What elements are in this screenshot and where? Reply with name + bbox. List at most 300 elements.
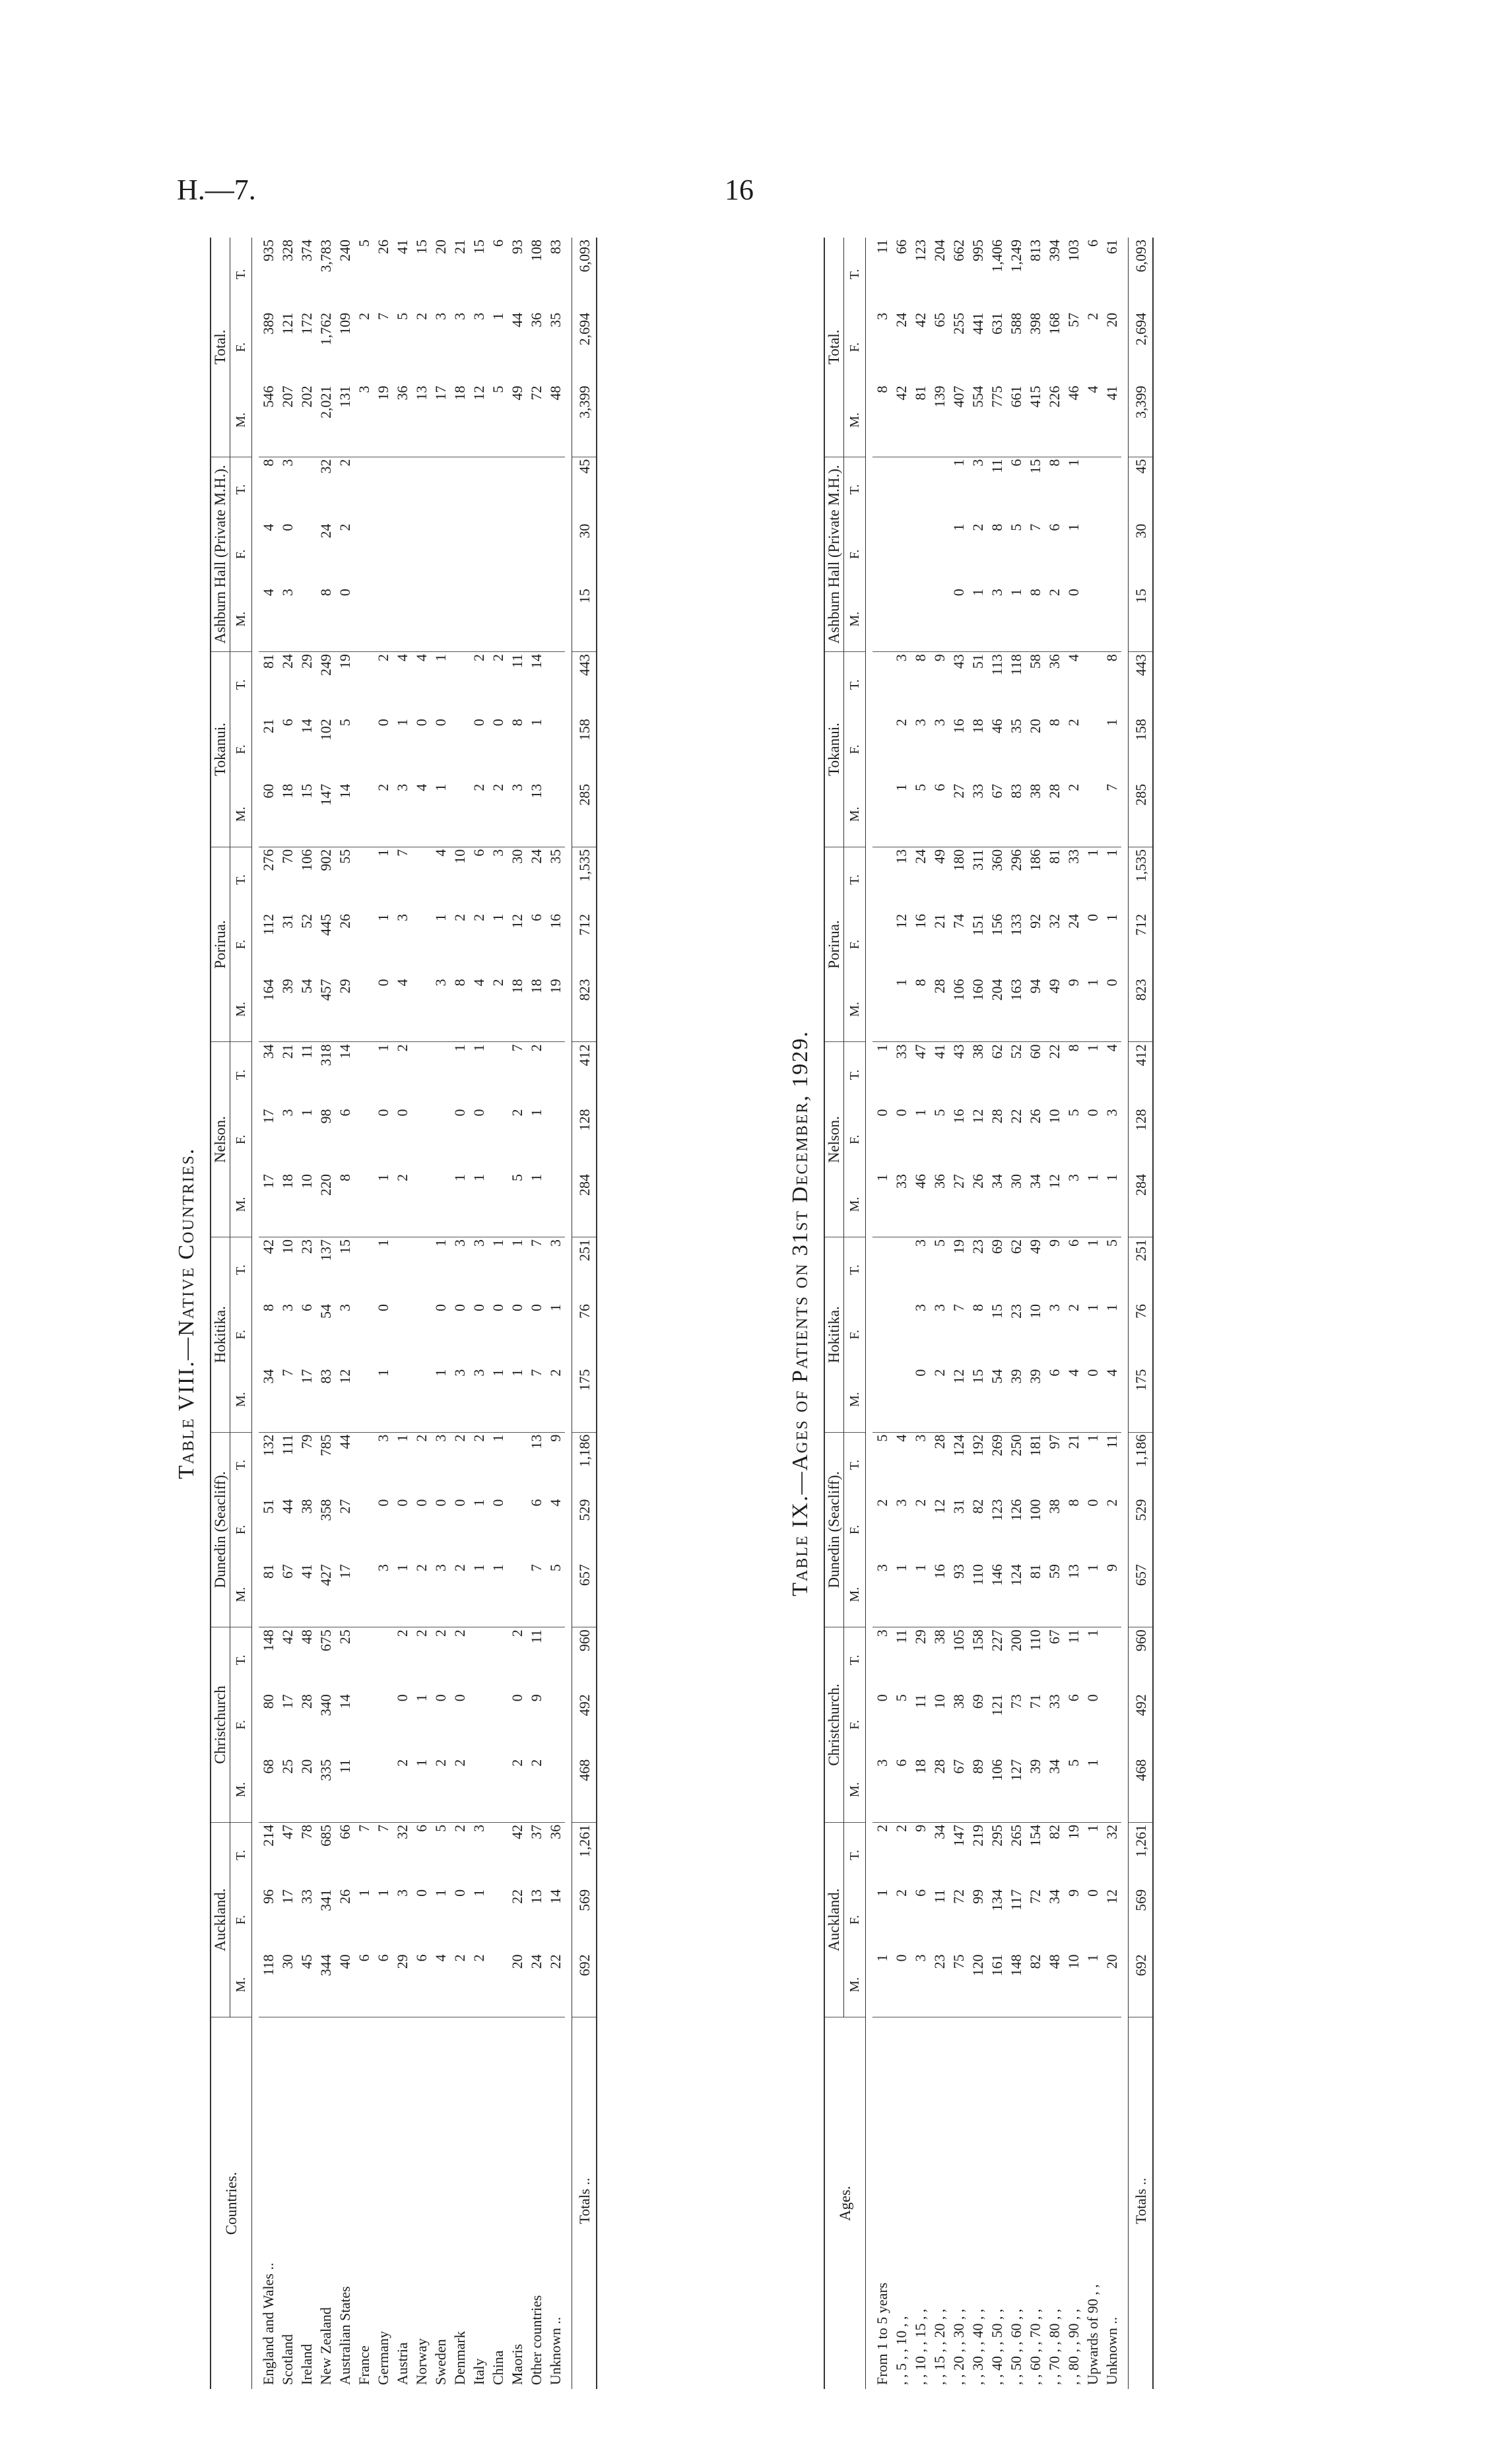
data-cell: 28 xyxy=(930,977,949,1042)
data-cell: 0 xyxy=(335,587,354,652)
data-cell: 25 xyxy=(278,1757,297,1823)
data-cell: 3 xyxy=(874,1629,890,1637)
data-cell: 3 xyxy=(893,1499,909,1507)
data-cell: 33 xyxy=(968,782,987,847)
data-cell: 1 xyxy=(471,1044,487,1052)
data-cell: 32 xyxy=(1046,913,1063,929)
sex-column-header: F. xyxy=(844,1497,866,1563)
data-cell: 11 xyxy=(298,1044,315,1059)
sex-column-header: M. xyxy=(230,1952,252,2017)
data-cell: 36 xyxy=(1046,654,1063,669)
data-cell: 118 xyxy=(259,1952,278,2017)
data-cell: 5 xyxy=(508,1172,527,1237)
data-cell xyxy=(930,522,949,587)
table-row xyxy=(316,238,335,2389)
data-cell xyxy=(508,1497,527,1563)
data-cell: 44 xyxy=(337,1434,353,1449)
data-cell: 164 xyxy=(259,977,278,1042)
data-cell: 11 xyxy=(1065,1629,1082,1644)
data-cell: 147 xyxy=(316,782,335,847)
total-cell: 569 xyxy=(572,1887,597,1953)
total-cell: 175 xyxy=(572,1367,597,1433)
data-cell: 29 xyxy=(912,1629,929,1645)
data-cell: 2 xyxy=(394,1629,411,1637)
data-cell: 296 xyxy=(1008,849,1024,871)
data-cell: 1 xyxy=(451,1044,468,1052)
data-cell xyxy=(872,587,892,652)
data-cell xyxy=(911,522,930,587)
data-cell: 374 xyxy=(298,240,315,261)
total-cell: 76 xyxy=(1129,1302,1154,1367)
data-cell: 3 xyxy=(278,587,297,652)
data-cell xyxy=(354,912,374,977)
data-cell: 12 xyxy=(335,1367,354,1433)
data-cell xyxy=(469,1757,488,1823)
data-cell: 6 xyxy=(1008,459,1024,467)
data-cell: 33 xyxy=(1065,849,1082,864)
data-cell: 441 xyxy=(970,312,986,335)
data-cell: 0 xyxy=(451,1499,468,1507)
data-cell: 0 xyxy=(375,1499,391,1507)
data-cell: 1 xyxy=(1083,1757,1102,1823)
data-cell: 17 xyxy=(260,1109,277,1124)
data-cell: 8 xyxy=(450,977,469,1042)
data-cell: 2 xyxy=(1064,782,1083,847)
data-cell: 19 xyxy=(1065,1824,1082,1839)
data-cell xyxy=(546,717,565,782)
data-cell: 7 xyxy=(278,1367,297,1433)
data-cell: 1 xyxy=(413,1694,430,1702)
data-cell: 6 xyxy=(528,913,544,921)
data-cell: 66 xyxy=(893,240,909,254)
total-cell: 529 xyxy=(572,1497,597,1563)
data-cell: 82 xyxy=(1026,1952,1045,2017)
row-label: Germany xyxy=(375,2331,391,2385)
data-cell: 15 xyxy=(471,240,487,254)
data-cell: 24 xyxy=(912,849,929,864)
data-cell xyxy=(469,1692,488,1757)
total-cell: 285 xyxy=(1129,782,1154,847)
data-cell: 1 xyxy=(1084,1239,1101,1247)
data-cell xyxy=(469,587,488,652)
data-cell: 240 xyxy=(337,240,353,261)
data-cell: 110 xyxy=(968,1562,987,1627)
group-header: Porirua. xyxy=(211,847,230,1042)
data-cell: 3 xyxy=(547,1239,564,1247)
data-cell: 0 xyxy=(413,719,430,727)
data-cell xyxy=(431,1172,450,1237)
data-cell: 4 xyxy=(1083,383,1102,457)
data-cell: 66 xyxy=(337,1824,353,1839)
data-cell: 5 xyxy=(931,1239,948,1247)
data-cell: 1 xyxy=(528,1109,544,1117)
data-cell: 3 xyxy=(912,719,929,727)
data-cell xyxy=(488,587,508,652)
data-cell: 685 xyxy=(317,1824,334,1847)
total-cell: 657 xyxy=(1129,1562,1154,1627)
data-cell: 24 xyxy=(279,654,296,669)
total-cell: 30 xyxy=(1129,522,1154,587)
data-cell: 34 xyxy=(1026,1172,1045,1237)
data-cell: 49 xyxy=(1027,1239,1043,1255)
data-cell xyxy=(450,782,469,847)
data-cell: 13 xyxy=(528,1889,544,1904)
total-cell: 284 xyxy=(1129,1172,1154,1237)
data-cell: 35 xyxy=(1008,719,1024,734)
data-cell: 3 xyxy=(912,1239,929,1247)
data-cell: 54 xyxy=(297,977,316,1042)
page-header-code: H.—7. xyxy=(177,174,256,206)
total-cell: 3,399 xyxy=(572,383,597,457)
data-cell xyxy=(354,652,374,717)
data-cell: 121 xyxy=(989,1694,1005,1717)
data-cell: 20 xyxy=(432,240,449,254)
data-cell: 1 xyxy=(488,1367,508,1433)
data-cell: 6 xyxy=(337,1109,353,1117)
total-cell: 284 xyxy=(572,1172,597,1237)
data-cell: 58 xyxy=(1027,654,1043,669)
total-cell: 76 xyxy=(572,1302,597,1367)
data-cell: 269 xyxy=(989,1434,1005,1457)
data-cell: 28 xyxy=(931,1434,948,1449)
data-cell: 2 xyxy=(471,913,487,921)
data-cell: 1 xyxy=(375,849,391,857)
data-cell: 93 xyxy=(949,1562,968,1627)
total-cell: 492 xyxy=(1129,1692,1154,1757)
data-cell: 6 xyxy=(1045,1367,1064,1433)
data-cell: 33 xyxy=(298,1889,315,1904)
data-cell: 311 xyxy=(970,849,986,870)
data-cell: 7 xyxy=(528,1239,544,1247)
data-cell: 26 xyxy=(968,1172,987,1237)
data-cell: 0 xyxy=(892,1952,911,2017)
data-cell: 3 xyxy=(912,1304,929,1312)
data-cell: 1 xyxy=(1006,587,1026,652)
data-cell xyxy=(1083,717,1102,782)
data-cell: 62 xyxy=(989,1044,1005,1059)
data-cell: 3 xyxy=(450,1367,469,1433)
table-row xyxy=(1045,238,1064,2389)
data-cell: 0 xyxy=(528,1304,544,1312)
data-cell: 12 xyxy=(893,913,909,929)
data-cell xyxy=(546,1692,565,1757)
data-cell xyxy=(412,1172,431,1237)
data-cell: 1 xyxy=(431,782,450,847)
data-cell: 2 xyxy=(1045,587,1064,652)
data-cell: 2 xyxy=(1084,312,1101,320)
data-cell: 4 xyxy=(412,782,431,847)
data-cell: 0 xyxy=(374,977,393,1042)
data-cell xyxy=(892,457,911,522)
data-cell: 35 xyxy=(547,849,564,864)
data-cell: 1 xyxy=(1103,1304,1120,1312)
sex-column-header: T. xyxy=(844,1237,866,1303)
data-cell: 8 xyxy=(335,1172,354,1237)
data-cell: 60 xyxy=(259,782,278,847)
data-cell xyxy=(930,457,949,522)
data-cell: 1 xyxy=(432,1889,449,1897)
data-cell: 8 xyxy=(1065,1044,1082,1052)
data-cell xyxy=(354,1432,374,1497)
data-cell xyxy=(546,782,565,847)
data-cell: 2,021 xyxy=(316,383,335,457)
total-cell: 128 xyxy=(572,1107,597,1172)
data-cell: 3 xyxy=(874,312,890,320)
data-cell: 1 xyxy=(490,1239,506,1247)
data-cell: 20 xyxy=(508,1952,527,2017)
data-cell: 6 xyxy=(279,719,296,727)
data-cell: 10 xyxy=(1027,1304,1043,1319)
row-label: From 1 to 5 years xyxy=(874,2282,890,2385)
label-column-header: Countries. xyxy=(211,2017,252,2389)
data-cell xyxy=(872,977,892,1042)
data-cell: 11 xyxy=(874,240,890,254)
data-cell: 18 xyxy=(527,977,546,1042)
sex-column-header: T. xyxy=(844,1627,866,1693)
data-cell: 1 xyxy=(968,587,987,652)
data-cell: 28 xyxy=(1045,782,1064,847)
data-cell xyxy=(546,652,565,717)
group-header: Total. xyxy=(211,238,230,457)
data-cell: 3 xyxy=(451,1239,468,1247)
data-cell: 1 xyxy=(490,1434,506,1442)
data-cell: 785 xyxy=(317,1434,334,1457)
data-cell xyxy=(546,1627,565,1693)
data-cell xyxy=(354,782,374,847)
data-cell: 24 xyxy=(893,312,909,327)
data-cell xyxy=(469,457,488,522)
data-cell: 158 xyxy=(970,1629,986,1652)
data-cell: 26 xyxy=(337,1889,353,1904)
data-cell: 137 xyxy=(317,1239,334,1261)
data-cell: 14 xyxy=(337,1044,353,1059)
data-cell xyxy=(393,522,412,587)
table-row xyxy=(450,238,469,2389)
data-cell xyxy=(1102,1627,1121,1693)
data-cell: 398 xyxy=(1027,312,1043,335)
data-cell: 172 xyxy=(298,312,315,335)
data-cell xyxy=(374,587,393,652)
data-cell: 1 xyxy=(432,654,449,662)
data-cell xyxy=(354,1237,374,1303)
group-header: Tokanui. xyxy=(211,652,230,847)
data-cell xyxy=(527,522,546,587)
data-cell: 52 xyxy=(298,913,315,929)
data-cell: 81 xyxy=(259,1562,278,1627)
data-cell: 30 xyxy=(278,1952,297,2017)
data-cell: 21 xyxy=(260,719,277,734)
data-cell: 11 xyxy=(912,1694,929,1709)
data-cell: 36 xyxy=(930,1172,949,1237)
data-cell: 12 xyxy=(509,913,525,929)
data-cell: 0 xyxy=(451,1694,468,1702)
total-cell: 2,694 xyxy=(572,311,597,384)
data-cell xyxy=(546,587,565,652)
row-label: England and Wales .. xyxy=(260,2262,277,2385)
table-row xyxy=(892,238,911,2389)
table-row xyxy=(374,238,393,2389)
sex-column-header: F. xyxy=(230,311,252,384)
data-cell: 12 xyxy=(1045,1172,1064,1237)
data-cell: 935 xyxy=(260,240,277,261)
sex-column-header: M. xyxy=(844,383,866,457)
data-cell: 3 xyxy=(394,1889,411,1897)
data-cell xyxy=(892,1302,911,1367)
total-cell: 6,093 xyxy=(1129,238,1154,311)
sex-column-header: F. xyxy=(230,717,252,782)
table-row xyxy=(488,238,508,2389)
data-cell xyxy=(508,522,527,587)
sex-column-header: M. xyxy=(844,1562,866,1627)
data-cell: 457 xyxy=(316,977,335,1042)
data-cell: 132 xyxy=(260,1434,277,1457)
data-cell: 227 xyxy=(989,1629,1005,1652)
data-cell: 19 xyxy=(546,977,565,1042)
data-cell: 813 xyxy=(1027,240,1043,261)
data-cell: 19 xyxy=(950,1239,967,1255)
sex-column-header: F. xyxy=(844,1107,866,1172)
data-cell: 5 xyxy=(1008,523,1024,531)
data-cell: 10 xyxy=(1046,1109,1063,1124)
data-cell: 123 xyxy=(989,1499,1005,1521)
data-cell: 120 xyxy=(968,1952,987,2017)
group-header: Ashburn Hall (Private M.H.). xyxy=(211,457,230,652)
data-cell xyxy=(546,1042,565,1107)
total-cell: 15 xyxy=(1129,587,1154,652)
data-cell: 124 xyxy=(1006,1562,1026,1627)
data-cell: 3 xyxy=(279,1304,296,1312)
data-cell: 20 xyxy=(1027,719,1043,734)
data-cell: 6 xyxy=(1084,240,1101,247)
data-cell: 4 xyxy=(432,849,449,857)
data-cell: 6 xyxy=(298,1304,315,1312)
data-cell: 33 xyxy=(1046,1694,1063,1709)
data-cell xyxy=(354,1692,374,1757)
data-cell: 9 xyxy=(1065,1889,1082,1897)
group-header: Auckland. xyxy=(211,1822,230,2017)
data-cell: 41 xyxy=(394,240,411,254)
data-cell: 0 xyxy=(1084,913,1101,921)
data-cell: 31 xyxy=(279,913,296,929)
data-cell: 2 xyxy=(970,523,986,531)
data-cell: 41 xyxy=(297,1562,316,1627)
data-cell: 42 xyxy=(279,1629,296,1645)
data-cell: 6 xyxy=(1065,1694,1082,1702)
data-cell: 38 xyxy=(970,1044,986,1059)
data-cell: 5 xyxy=(1103,1239,1120,1247)
data-cell xyxy=(911,457,930,522)
data-cell: 3 xyxy=(394,913,411,921)
data-cell: 0 xyxy=(893,1109,909,1117)
data-cell: 0 xyxy=(509,1304,525,1312)
data-cell: 1 xyxy=(1103,913,1120,921)
data-cell: 38 xyxy=(298,1499,315,1514)
data-cell: 47 xyxy=(279,1824,296,1839)
data-cell: 11 xyxy=(509,654,525,669)
row-label: Austria xyxy=(394,2342,411,2385)
label-column-header: Ages. xyxy=(824,2017,866,2389)
data-cell: 92 xyxy=(1027,913,1043,929)
table-row xyxy=(968,238,987,2389)
data-cell: 13 xyxy=(1064,1562,1083,1627)
totals-row xyxy=(1129,238,1154,2389)
data-cell xyxy=(872,1302,892,1367)
data-cell: 33 xyxy=(892,1172,911,1237)
data-cell: 4 xyxy=(393,977,412,1042)
data-cell xyxy=(872,1237,892,1303)
data-cell: 26 xyxy=(375,240,391,254)
data-cell: 23 xyxy=(1008,1304,1024,1319)
data-cell: 18 xyxy=(508,977,527,1042)
data-cell: 44 xyxy=(509,312,525,327)
data-cell xyxy=(892,522,911,587)
sex-column-header: M. xyxy=(844,1367,866,1433)
data-cell: 10 xyxy=(1064,1952,1083,2017)
data-cell: 3 xyxy=(432,312,449,320)
data-cell: 1 xyxy=(1084,1044,1101,1052)
data-cell: 49 xyxy=(1045,977,1064,1042)
table-row xyxy=(527,238,546,2389)
data-cell: 2 xyxy=(527,1757,546,1823)
data-cell: 6 xyxy=(930,782,949,847)
data-cell: 1 xyxy=(469,1562,488,1627)
data-cell: 22 xyxy=(509,1889,525,1904)
sex-column-header: T. xyxy=(230,1432,252,1497)
data-cell: 124 xyxy=(950,1434,967,1457)
data-cell: 4 xyxy=(469,977,488,1042)
data-cell xyxy=(872,717,892,782)
data-cell: 8 xyxy=(1046,459,1063,467)
data-cell: 7 xyxy=(394,849,411,857)
data-cell: 73 xyxy=(1008,1694,1024,1709)
data-cell: 8 xyxy=(912,654,929,662)
data-cell: 24 xyxy=(1065,913,1082,929)
data-cell xyxy=(412,522,431,587)
data-cell: 38 xyxy=(1026,782,1045,847)
data-cell: 1 xyxy=(450,1172,469,1237)
row-label: , , 10 , , 15 , , xyxy=(912,2308,929,2385)
data-cell: 180 xyxy=(950,849,967,871)
data-cell: 7 xyxy=(1027,523,1043,531)
data-cell: 389 xyxy=(260,312,277,335)
data-cell xyxy=(431,522,450,587)
data-cell xyxy=(508,457,527,522)
data-cell: 3 xyxy=(374,1562,393,1627)
sex-column-header: F. xyxy=(230,1107,252,1172)
sex-column-header: F. xyxy=(230,1497,252,1563)
data-cell xyxy=(431,1107,450,1172)
data-cell: 1 xyxy=(547,1304,564,1312)
total-cell: 492 xyxy=(572,1692,597,1757)
data-cell: 661 xyxy=(1006,383,1026,457)
data-cell: 1 xyxy=(892,977,911,1042)
data-cell xyxy=(450,522,469,587)
data-cell: 45 xyxy=(297,1952,316,2017)
data-cell: 5 xyxy=(488,383,508,457)
data-cell: 15 xyxy=(968,1367,987,1433)
data-cell: 79 xyxy=(298,1434,315,1449)
data-cell: 96 xyxy=(260,1889,277,1904)
data-cell: 5 xyxy=(931,1109,948,1117)
data-cell: 2 xyxy=(488,782,508,847)
sex-column-header: M. xyxy=(230,1757,252,1823)
row-label: Unknown .. xyxy=(547,2316,564,2385)
data-cell: 186 xyxy=(1027,849,1043,871)
total-cell: 1,535 xyxy=(1129,847,1154,912)
data-cell: 26 xyxy=(337,913,353,929)
data-cell: 29 xyxy=(335,977,354,1042)
data-cell: 1,762 xyxy=(317,312,334,346)
